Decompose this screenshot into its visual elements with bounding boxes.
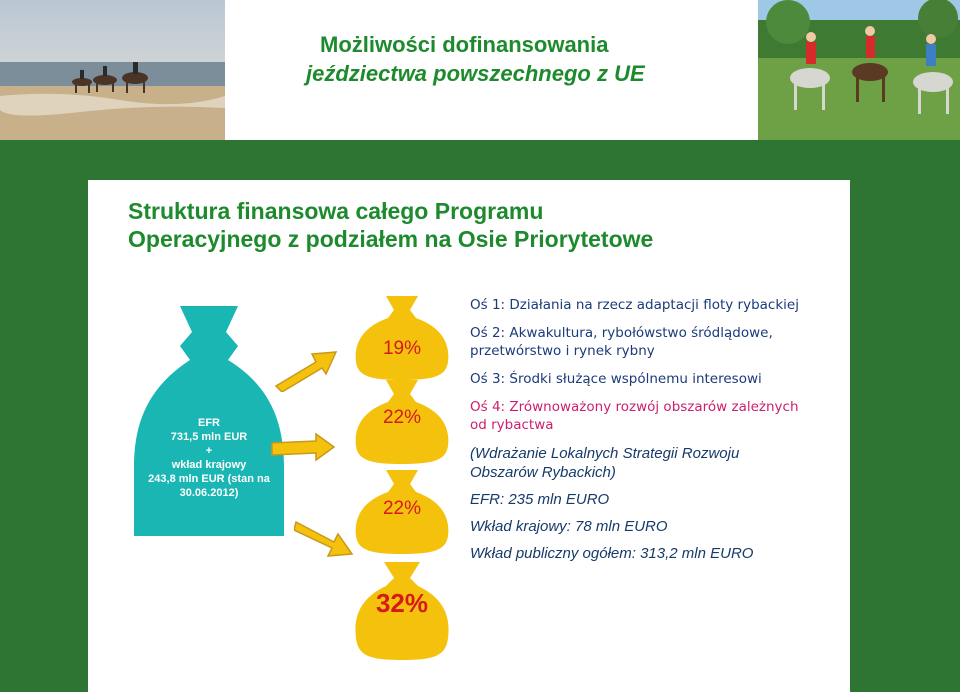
arrow-up-icon bbox=[274, 348, 338, 392]
axis4-bag bbox=[354, 558, 450, 662]
public-total: Wkład publiczny ogółem: 313,2 mln EURO bbox=[470, 545, 754, 562]
efr-amount: EFR: 235 mln EURO bbox=[470, 491, 610, 508]
axis1-bag bbox=[354, 292, 450, 382]
bag-line: EFR bbox=[198, 417, 220, 429]
slide-title bbox=[128, 197, 653, 253]
axis2-percent: 22% bbox=[382, 407, 422, 428]
slide-panel bbox=[88, 180, 850, 692]
bag-line: wkład krajowy bbox=[171, 459, 247, 471]
axis3-description: Oś 3: Środki służące wspólnemu interesowi bbox=[470, 371, 762, 387]
bag-line: + bbox=[205, 445, 213, 457]
slide-title-line2: Operacyjnego z podziałem na Osie Priorytetowe bbox=[128, 226, 654, 252]
arrow-down-icon bbox=[294, 516, 354, 560]
total-funds-bag bbox=[134, 298, 284, 536]
beach-riders-photo bbox=[0, 0, 225, 140]
bag-line: 243,8 mln EUR (stan na bbox=[148, 473, 270, 485]
page-title bbox=[228, 30, 756, 88]
meadow-riders-photo bbox=[758, 0, 960, 140]
money-bag-icon bbox=[354, 292, 450, 382]
axes-legend bbox=[470, 296, 810, 571]
axis2-description: Oś 2: Akwakultura, rybołówstwo śródlądowe, przetwórstwo i rynek rybny bbox=[470, 325, 773, 359]
axis4-description: Oś 4: Zrównoważony rozwój obszarów zależnych od rybactwa bbox=[470, 399, 799, 433]
axis4-percent: 32% bbox=[375, 588, 429, 618]
axis1-description: Oś 1: Działania na rzecz adaptacji floty rybackiej bbox=[470, 297, 799, 313]
axis1-percent: 19% bbox=[382, 338, 422, 359]
national-contribution: Wkład krajowy: 78 mln EURO bbox=[470, 518, 668, 535]
axis2-bag bbox=[354, 376, 450, 466]
page-title-line1: Możliwości dofinansowania bbox=[320, 32, 609, 57]
bag-line: 30.06.2012) bbox=[179, 487, 239, 499]
total-funds-text bbox=[134, 416, 284, 500]
axis3-bag bbox=[354, 466, 450, 556]
bag-line: 731,5 mln EUR bbox=[170, 431, 248, 443]
slide-title-line1: Struktura finansowa całego Programu bbox=[128, 198, 544, 224]
arrow-right-icon bbox=[270, 432, 336, 462]
lsr-note: (Wdrażanie Lokalnych Strategii Rozwoju Obszarów Rybackich) bbox=[470, 445, 740, 481]
axis3-percent: 22% bbox=[382, 498, 422, 519]
page-title-line2: jeździectwa powszechnego z UE bbox=[306, 61, 645, 86]
